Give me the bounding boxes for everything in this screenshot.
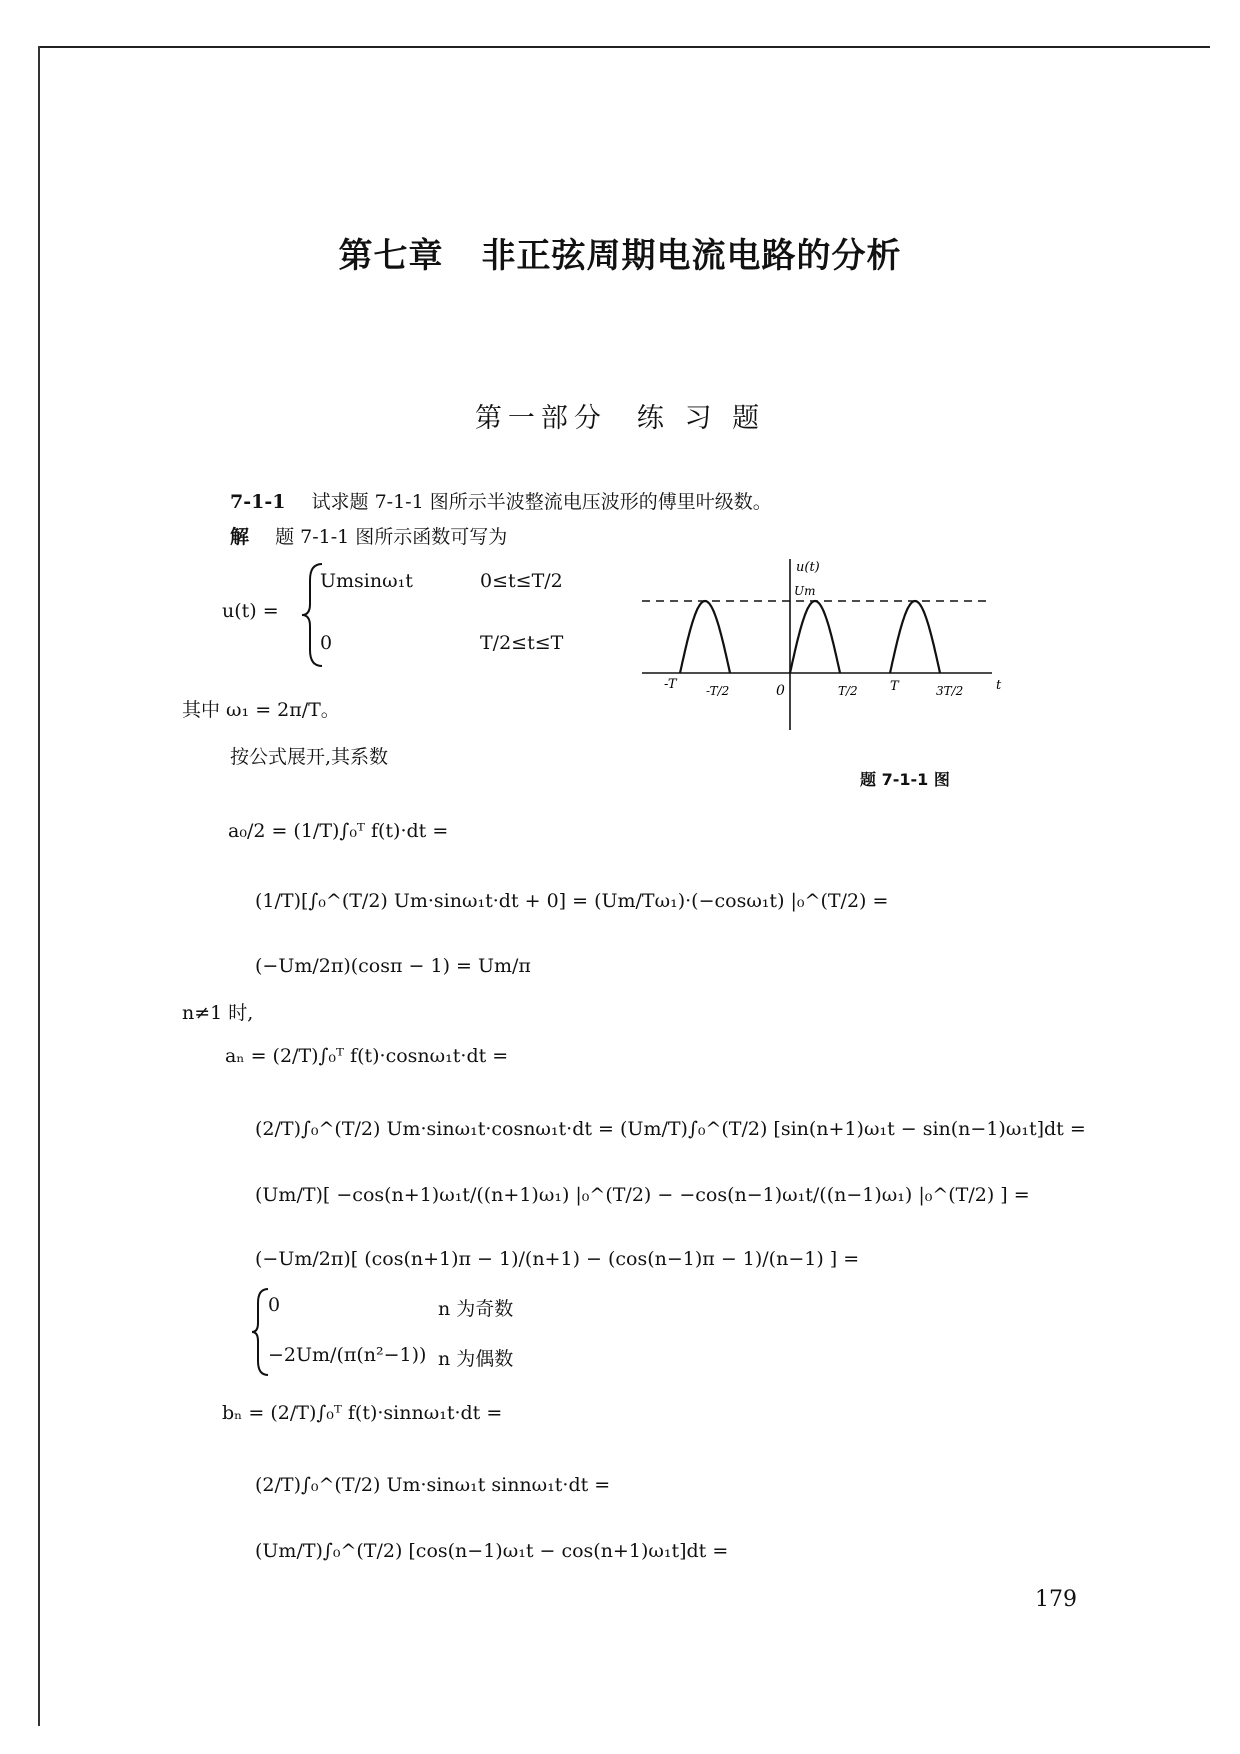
page-number: 179	[1035, 1587, 1077, 1612]
piece2-condition: T/2≤t≤T	[480, 632, 564, 654]
n-condition: n≠1 时,	[182, 1002, 254, 1024]
an-case-odd-condition: n 为奇数	[438, 1298, 514, 1320]
an-case-even-expression: −2Um/(π(n²−1))	[268, 1344, 427, 1366]
problem-number: 7-1-1	[230, 491, 286, 513]
piece2-expression: 0	[320, 632, 333, 654]
piece1-expression: Umsinω₁t	[320, 570, 413, 592]
chapter-title	[0, 228, 1240, 277]
x-axis-label: t	[996, 678, 1002, 693]
problem-text: 试求题 7-1-1 图所示半波整流电压波形的傅里叶级数。	[311, 491, 772, 513]
an-equation-line-1: aₙ = (2/T)∫₀ᵀ f(t)·cosnω₁t·dt =	[225, 1045, 509, 1067]
tick-label-T: T	[890, 679, 899, 694]
tick-label-half-T: T/2	[838, 684, 858, 698]
tick-label-minus-T: -T	[664, 677, 677, 692]
part-number: 第一部分	[474, 403, 607, 434]
part-title	[0, 396, 1240, 435]
solution-intro	[230, 522, 507, 549]
piece1-condition: 0≤t≤T/2	[480, 570, 563, 592]
half-wave-1	[680, 601, 730, 673]
tick-label-three-half-T: 3T/2	[936, 684, 964, 698]
an-case-even-condition: n 为偶数	[438, 1348, 514, 1370]
omega-definition: 其中 ω₁ = 2π/T。	[182, 699, 340, 721]
an-equation-line-3: (Um/T)[ −cos(n+1)ω₁t/((n+1)ω₁) |₀^(T/2) − −cos(n−1)ω₁t/((n−1)ω₁) |₀^(T/2) ] =	[255, 1184, 1030, 1206]
half-wave-2	[790, 601, 840, 673]
piecewise-lhs: u(t) =	[222, 600, 279, 622]
a0-equation-line-3: (−Um/2π)(cosπ − 1) = Um/π	[255, 955, 531, 977]
a0-equation-line-1: a₀/2 = (1/T)∫₀ᵀ f(t)·dt =	[228, 820, 449, 842]
half-wave-3	[890, 601, 940, 673]
an-case-odd-expression: 0	[268, 1294, 281, 1316]
chapter-number: 第七章	[338, 236, 444, 276]
figure-caption: 题 7-1-1 图	[860, 770, 950, 789]
an-equation-line-4: (−Um/2π)[ (cos(n+1)π − 1)/(n+1) − (cos(n−1)π − 1)/(n−1) ] =	[255, 1248, 860, 1270]
solution-intro-text: 题 7-1-1 图所示函数可写为	[275, 526, 508, 548]
left-margin-rule	[38, 46, 40, 1726]
chapter-name: 非正弦周期电流电路的分析	[481, 236, 902, 276]
problem-statement	[230, 487, 772, 514]
a0-equation-line-2: (1/T)[∫₀^(T/2) Um·sinω₁t·dt + 0] = (Um/Tω₁)·(−cosω₁t) |₀^(T/2) =	[255, 890, 889, 912]
tick-label-minus-half-T: -T/2	[706, 684, 730, 698]
bn-equation-line-2: (2/T)∫₀^(T/2) Um·sinω₁t sinnω₁t·dt =	[255, 1474, 611, 1496]
top-rule	[38, 46, 1210, 48]
part-name: 练 习 题	[636, 403, 766, 434]
tick-label-origin: 0	[776, 683, 785, 699]
expand-text: 按公式展开,其系数	[230, 746, 389, 768]
an-equation-line-2: (2/T)∫₀^(T/2) Um·sinω₁t·cosnω₁t·dt = (Um/T)∫₀^(T/2) [sin(n+1)ω₁t − sin(n−1)ω₁t]dt =	[255, 1118, 1086, 1140]
bn-equation-line-1: bₙ = (2/T)∫₀ᵀ f(t)·sinnω₁t·dt =	[222, 1402, 503, 1424]
bn-equation-line-3: (Um/T)∫₀^(T/2) [cos(n−1)ω₁t − cos(n+1)ω₁t]dt =	[255, 1540, 729, 1562]
waveform-figure	[640, 555, 1010, 745]
solution-label: 解	[230, 526, 250, 548]
peak-label: Um	[794, 584, 816, 598]
y-axis-label: u(t)	[796, 560, 820, 575]
